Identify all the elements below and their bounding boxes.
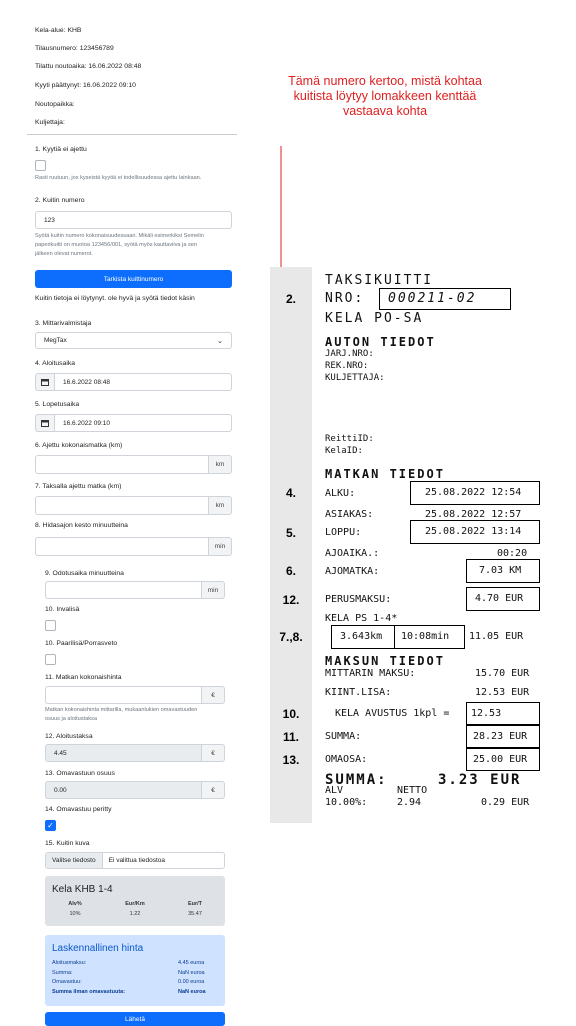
marker-7-8: 7.,8. [279,630,303,644]
eur-t-value: 35.47 [188,911,202,917]
receipt-ajomatka-value: 7.03 KM [479,565,522,576]
calendar-icon [35,373,54,391]
kuljettaja-text: Kuljettaja: [35,119,65,126]
noutopaikka-text: Noutopaikka: [35,101,75,108]
receipt-avustus-value: 12.53 [471,708,502,719]
receipt-min-value: 10:08min [401,631,450,642]
mittarivalmistaja-select[interactable] [35,332,232,349]
receipt-ps-total: 11.05 EUR [469,631,524,642]
receipt-kuljettaja: KULJETTAJA: [325,373,385,383]
receipt-asiakas-label: ASIAKAS: [325,509,374,520]
receipt-kela-id: KelaID: [325,446,363,456]
eur-km-header: Eur/Km [125,901,145,907]
receipt-matkan-tiedot: MATKAN TIEDOT [325,467,445,481]
eur-t-header: Eur/T [187,901,203,907]
receipt-alv-pct: 10.00%: [325,797,368,808]
receipt-alv-label: ALV [325,785,344,796]
calendar-icon [35,414,54,432]
mittarivalmistaja-value: MegTax [44,337,67,344]
receipt-ajoaika-value: 00:20 [497,548,528,559]
lopetusaika-field[interactable] [35,414,232,432]
q1-label: 1. Kyytiä ei ajettu [35,146,87,153]
hidasajo-input[interactable] [35,537,208,556]
annotation-arrow [276,146,286,282]
invalisa-checkbox[interactable] [45,620,56,631]
q6-label: 6. Ajettu kokonaismatka (km) [35,442,123,449]
laskennallinen-hinta-card [45,935,225,1006]
min-unit: min [201,581,225,599]
euro-unit: € [201,686,225,704]
kokonaismatka-field[interactable] [35,455,232,474]
valitse-tiedosto-button[interactable]: Valitse tiedosto [46,853,103,868]
q5-label: 5. Lopetusaika [35,401,80,408]
q14-label: 14. Omavastuu peritty [45,806,112,813]
receipt-perusmaksu-value: 4.70 EUR [475,593,524,604]
file-status: Ei valittua tiedostoa [108,857,165,864]
marker-11: 11. [282,730,300,744]
q3-label: 3. Mittarivalmistaja [35,320,92,327]
tilausnumero-text: Tilausnumero: 123456789 [35,45,114,52]
receipt-mittarin-value: 15.70 EUR [475,668,530,679]
receipt-rek-nro: REK.NRO: [325,361,369,371]
q1-help: Rasti ruutuun, jos kyseistä kyytiä ei todellisuudessa ajettu lainkaan. [35,175,202,181]
receipt-nro-value: 000211-02 [388,291,477,306]
euro-unit: € [201,781,225,799]
q11-help-2: osuus ja aloitustaksa [45,716,97,722]
odotusaika-field[interactable] [45,581,225,599]
chevron-down-icon: ⌄ [217,337,223,345]
km-unit: km [208,496,232,515]
marker-5: 5. [285,526,296,540]
kela-khb-card [45,876,225,926]
calc-row: Aloitusmaksu: 4.45 euroa [52,960,205,966]
km-unit: km [208,455,232,474]
receipt-alku-value: 25.08.2022 12:54 [425,487,522,498]
q2-help-1: Syötä kuitin numero kokonaisuudessaan. Mikäli esimerkiksi Semelin [35,233,204,239]
q12-label: 12. Aloitustaksa [45,733,93,740]
annotation-text: Tämä numero kertoo, mistä kohtaa kuitista löytyy lomakkeen kenttää vastaava kohta [288,74,482,118]
receipt-ajomatka-label: AJOMATKA: [325,566,380,577]
q2-help-3: jälkeen olevat numerot. [35,251,93,257]
q2-help-2: paperikuitti on muotoa 123456/001, syötä myös kauttaviiva ja sen [35,242,198,248]
omavastuu-field [45,781,225,799]
receipt-loppu-value: 25.08.2022 13:14 [425,526,522,537]
not-found-text: Kuitin tietoja ei löytynyt. ole hyvä ja syötä tiedot käsin [35,295,195,302]
kyyti-paattynyt-text: Kyyti päättynyt: 16.06.2022 09:10 [35,82,136,89]
receipt-mittarin-label: MITTARIN MAKSU: [325,668,416,679]
aloitusaika-field[interactable] [35,373,232,391]
omavastuu-peritty-checkbox[interactable]: ✓ [45,820,56,831]
q15-label: 15. Kuitin kuva [45,840,90,847]
eur-km-value: 1.22 [129,911,141,917]
taksamatka-field[interactable] [35,496,232,515]
aloitustaksa-field [45,744,225,762]
kokonaishinta-input[interactable] [45,686,201,704]
kuitin-numero-input[interactable]: 123 [35,211,232,229]
q8-label: 8. Hidasajon kesto minuutteina [35,522,128,529]
paarilisa-checkbox[interactable] [45,654,56,665]
kela-card-title: Kela KHB 1-4 [52,884,113,895]
receipt-summa-big-value: 3.23 EUR [438,772,522,788]
odotusaika-input[interactable] [45,581,201,599]
receipt-image [270,267,568,823]
receipt-alv-value: 0.29 EUR [481,797,530,808]
receipt-kiint-value: 12.53 EUR [475,687,530,698]
receipt-perusmaksu-label: PERUSMAKSU: [325,594,392,605]
receipt-omaosa-value: 25.00 EUR [473,754,528,765]
q10b-label: 10. Paarilisä/Porrasveto [45,640,118,647]
receipt-km-value: 3.643km [340,631,383,642]
q10-label: 10. Invalisä [45,606,80,613]
receipt-ajoaika-label: AJOAIKA.: [325,548,380,559]
kokonaismatka-input[interactable] [35,455,208,474]
calc-card-title: Laskennallinen hinta [52,943,144,954]
q13-label: 13. Omavastuun osuus [45,770,115,777]
marker-12: 12. [282,593,300,607]
alv-value: 10% [69,911,81,917]
q11-label: 11. Matkan kokonaishinta [45,674,122,681]
kyytia-ei-ajettu-checkbox[interactable] [35,160,46,171]
lopetusaika-input[interactable]: 16.6.2022 09:10 [54,414,232,432]
receipt-kela-ps: KELA PS 1-4* [325,613,398,624]
receipt-asiakas-value: 25.08.2022 12:57 [425,509,522,520]
marker-6: 6. [285,564,296,578]
marker-4: 4. [285,486,296,500]
q9-label: 9. Odotusaika minuutteina [45,570,124,577]
receipt-title: TAKSIKUITTI [325,273,434,288]
omavastuu-input: 0.00 [45,781,201,799]
taksamatka-input[interactable] [35,496,208,515]
marker-13: 13. [282,753,300,767]
marker-10: 10. [282,707,300,721]
min-unit: min [208,537,232,556]
receipt-omaosa-label: OMAOSA: [325,754,368,765]
tilattu-text: Tilattu noutoaika: 16.06.2022 08:48 [35,63,142,70]
q7-label: 7. Taksalla ajettu matka (km) [35,483,122,490]
divider [27,134,237,135]
receipt-netto-label: NETTO [397,785,428,796]
marker-2: 2. [285,292,296,306]
receipt-reitti-id: ReittiID: [325,434,374,444]
receipt-auton-tiedot: AUTON TIEDOT [325,335,436,349]
receipt-alku-label: ALKU: [325,488,356,499]
receipt-summa-big-label: SUMMA: [325,772,388,788]
hidasajo-field[interactable] [35,537,232,556]
receipt-maksun-tiedot: MAKSUN TIEDOT [325,654,445,668]
receipt-jarj-nro: JARJ.NRO: [325,349,374,359]
q4-label: 4. Aloitusaika [35,360,76,367]
aloitustaksa-input: 4.45 [45,744,201,762]
kokonaishinta-field[interactable] [45,686,225,704]
calc-row: Summa: NaN euroa [52,969,205,976]
kuitin-kuva-file-input[interactable] [45,852,225,869]
euro-unit: € [201,744,225,762]
receipt-kela-po: KELA PO-SA [325,311,424,326]
alv-header: Alv% [68,901,82,907]
receipt-netto-value: 2.94 [397,797,422,808]
receipt-summa-label: SUMMA: [325,731,362,742]
q11-help-1: Matkan kokonaishinta mittarilla, mukaanlukien omavastuuden [45,707,198,713]
kela-alue-text: Kela-alue: KHB [35,27,82,34]
receipt-nro-label: NRO: [325,291,365,306]
receipt-avustus-label: KELA AVUSTUS 1kpl = [335,708,450,719]
receipt-loppu-label: LOPPU: [325,527,362,538]
calc-row: Omavastuu: 0.00 euroa [52,979,205,985]
receipt-kiint-label: KIINT.LISA: [325,687,392,698]
calc-row: Summa ilman omavastuuta: NaN euroa [52,988,206,995]
receipt-summa-value: 28.23 EUR [473,731,528,742]
q2-label: 2. Kuitin numero [35,197,85,204]
laheta-button[interactable]: Lähetä [45,1012,225,1026]
aloitusaika-input[interactable]: 16.6.2022 08:48 [54,373,232,391]
tarkista-kuittinumero-button[interactable]: Tarkista kuittinumero [35,270,232,288]
